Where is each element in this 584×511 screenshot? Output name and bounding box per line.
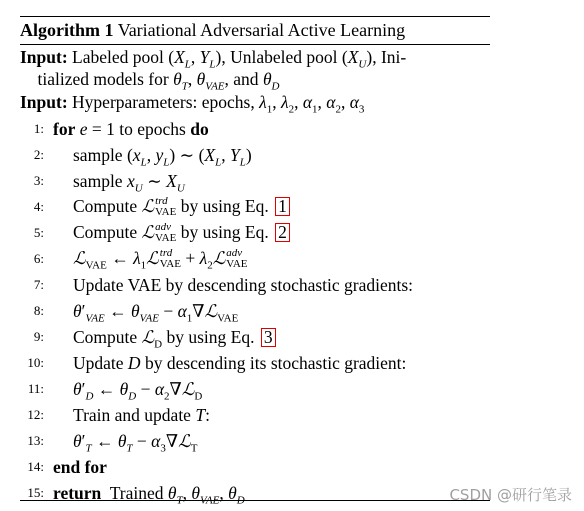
step-1: 1: for e = 1 to epochs do bbox=[20, 116, 490, 142]
line-number: 2: bbox=[33, 147, 44, 162]
step-11: 11: $\theta'_D$ ← $\theta_D$ − $\alpha_2\nabla ℒ_D$ bbox=[20, 376, 490, 402]
line-number: 6: bbox=[33, 251, 44, 266]
step-15: 15: return Trained $\theta_T$, $\theta_{VAE}$, $\theta_D$ bbox=[20, 480, 490, 506]
equation-1-link[interactable]: 1 bbox=[275, 197, 290, 216]
watermark: CSDN @研行笔录 bbox=[449, 486, 572, 504]
line-number: 3: bbox=[33, 173, 44, 188]
step-3: 3: sample $x_U$ ∼ $X_U$ bbox=[20, 168, 490, 194]
step-12: 12: Train and update T: bbox=[20, 402, 490, 428]
step-14: 14: end for bbox=[20, 454, 490, 480]
input-label: Input: bbox=[20, 92, 68, 112]
step-6: 6: ℒ$_{VAE}$ ← $\lambda_1ℒ$ trd VAE + $\lambda_2ℒ$ adv VAE bbox=[20, 246, 490, 272]
step-5: 5: Compute ℒ adv VAE by using Eq. 2 bbox=[20, 220, 490, 246]
step-7: 7: Update VAE by descending stochastic gradients: bbox=[20, 272, 490, 298]
line-number: 9: bbox=[33, 329, 44, 344]
algorithm-title bbox=[20, 17, 490, 41]
title-rule bbox=[20, 44, 490, 45]
algorithm-steps bbox=[20, 116, 490, 506]
algorithm-box bbox=[20, 16, 490, 506]
step-10: 10: Update D by descending its stochastic gradient: bbox=[20, 350, 490, 376]
step-9: 9: Compute ℒ$_D$ by using Eq. 3 bbox=[20, 324, 490, 350]
line-number: 4: bbox=[33, 199, 44, 214]
line-number: 7: bbox=[33, 277, 44, 292]
input-labeled-pool: Input: Labeled pool ($X_L$, $Y_L$), Unlabeled pool $(X_U)$, Ini- tialized models for $\theta_T$, $\theta_{VAE}$, and $\theta_D$ bbox=[20, 47, 407, 93]
line-number: 15: bbox=[27, 485, 44, 500]
bottom-rule bbox=[20, 500, 490, 501]
algorithm-name: Variational Adversarial Active Learning bbox=[117, 20, 406, 40]
line-number: 10: bbox=[27, 355, 44, 370]
line-number: 8: bbox=[33, 303, 44, 318]
algorithm-label: Algorithm 1 bbox=[20, 20, 114, 40]
line-number: 12: bbox=[27, 407, 44, 422]
line-number: 13: bbox=[27, 433, 44, 448]
line-number: 1: bbox=[33, 121, 44, 136]
step-8: 8: $\theta'_{VAE}$ ← $\theta_{VAE}$ − $\alpha_1\nabla ℒ_{VAE}$ bbox=[20, 298, 490, 324]
equation-3-link[interactable]: 3 bbox=[261, 328, 276, 347]
equation-2-link[interactable]: 2 bbox=[275, 223, 290, 242]
input-hyperparameters: Input: Hyperparameters: epochs, $\lambda_1$, $\lambda_2$, $\alpha_1$, $\alpha_2$, $\alpha_3$ bbox=[20, 92, 365, 116]
step-4: 4: Compute ℒ trd VAE by using Eq. 1 bbox=[20, 194, 490, 220]
input-label: Input: bbox=[20, 47, 68, 67]
line-number: 11: bbox=[27, 381, 44, 396]
step-2: 2: sample ($x_L$, $y_L$) ∼ ($X_L$, $Y_L$) bbox=[20, 142, 490, 168]
line-number: 14: bbox=[27, 459, 44, 474]
line-number: 5: bbox=[33, 225, 44, 240]
step-13: 13: $\theta'_T$ ← $\theta_T$ − $\alpha_3\nabla ℒ_T$ bbox=[20, 428, 490, 454]
